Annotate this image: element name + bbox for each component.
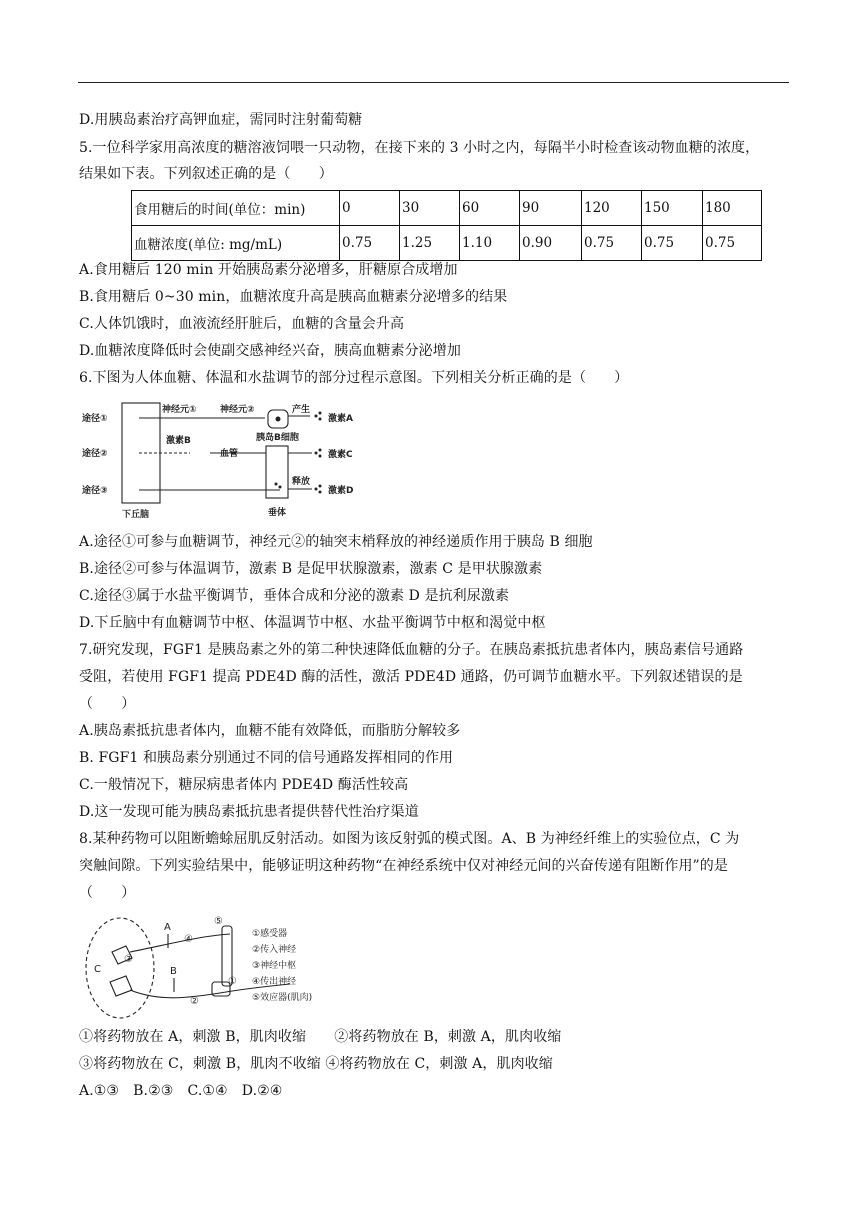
table-cell: 90 [520,191,582,226]
table-cell: 30 [400,191,460,226]
table-row [132,191,762,226]
path3-label: 途径③ [82,486,108,496]
part-2-label: ② [190,996,199,1007]
q8-stem-1: 8.某种药物可以阻断蟾蜍屈肌反射活动。如图为该反射弧的模式图。A、B 为神经纤维上的实验位点，C 为 [79,831,740,847]
q6-option-b: B.途径②可参与体温调节，激素 B 是促甲状腺激素，激素 C 是甲状腺激素 [79,561,543,577]
table-cell: 0 [340,191,400,226]
q5-stem-1: 5.一位科学家用高浓度的糖溶液饲喂一只动物，在接下来的 3 小时之内，每隔半小时检查该动物血糖的浓度， [79,140,760,156]
hormone-b-label: 激素B [166,436,191,446]
hormone-c-label: 激素C [328,450,353,460]
table-cell: 150 [642,191,703,226]
q4-option-d: D.用胰岛素治疗高钾血症，需同时注射葡萄糖 [79,112,363,128]
table-cell: 120 [582,191,642,226]
q8-stem-2: 突触间隙。下列实验结果中，能够证明这种药物“在神经系统中仅对神经元间的兴奋传递有阻断作用”的是 [79,858,729,874]
table-cell: 0.90 [520,226,582,261]
q8-stem-3: （ ） [79,885,136,901]
table-cell: 1.25 [400,226,460,261]
point-a-label: A [164,922,171,933]
q5-stem-2: 结果如下表。下列叙述正确的是（ ） [79,166,333,182]
table-cell: 180 [703,191,762,226]
table-cell: 血糖浓度(单位: mg/mL) [132,226,340,261]
header-rule [78,82,789,83]
islet-b-label: 胰岛B细胞 [256,433,299,443]
blood-sugar-table [131,190,762,261]
q7-option-d: D.这一发现可能为胰岛素抵抗患者提供替代性治疗渠道 [79,804,419,820]
vessel-label: 血管 [220,449,239,459]
q7-option-c: C.一般情况下，糖尿病患者体内 PDE4D 酶活性较高 [79,777,409,793]
release-label: 释放 [292,477,311,487]
table-cell: 食用糖后的时间(单位：min) [132,191,340,226]
q6-option-d: D.下丘脑中有血糖调节中枢、体温调节中枢、水盐平衡调节中枢和渴觉中枢 [79,615,546,631]
q6-option-a: A.途径①可参与血糖调节，神经元②的轴突末梢释放的神经递质作用于胰岛 B 细胞 [79,534,593,550]
q7-stem-1: 7.研究发现，FGF1 是胰岛素之外的第二种快速降低血糖的分子。在胰岛素抵抗患者体内，胰岛素信号通路 [79,642,744,658]
legend-item: ⑤效应器(肌肉) [252,993,313,1003]
point-c-label: C [94,964,101,975]
q7-stem-2: 受阻，若使用 FGF1 提高 PDE4D 酶的活性，激活 PDE4D 通路，仍可调节血糖水平。下列叙述错误的是 [79,669,743,685]
table-cell: 0.75 [703,226,762,261]
table-cell: 0.75 [642,226,703,261]
legend-item: ①感受器 [252,929,288,939]
legend-item: ④传出神经 [252,977,297,987]
q8-statements-2: ③将药物放在 C，刺激 B，肌肉不收缩 ④将药物放在 C，刺激 A，肌肉收缩 [79,1056,553,1072]
q7-stem-3: （ ） [79,696,136,712]
part-5-label: ⑤ [214,916,223,927]
point-b-label: B [170,966,177,977]
table-row [132,226,762,261]
table-cell: 1.10 [460,226,520,261]
path1-label: 途径① [82,414,108,424]
q6-stem: 6.下图为人体血糖、体温和水盐调节的部分过程示意图。下列相关分析正确的是（ ） [79,370,629,386]
q5-option-b: B.食用糖后 0~30 min，血糖浓度升高是胰高血糖素分泌增多的结果 [79,289,508,305]
table-cell: 0.75 [340,226,400,261]
q8-options: A.①③ B.②③ C.①④ D.②④ [79,1083,283,1099]
part-4-label: ④ [184,934,193,945]
q5-option-c: C.人体饥饿时，血液流经肝脏后，血糖的含量会升高 [79,316,405,332]
q7-option-a: A.胰岛素抵抗患者体内，血糖不能有效降低，而脂肪分解较多 [79,723,461,739]
neuron2-label: 神经元② [220,405,255,415]
part-3-label: ③ [124,954,133,965]
hypothalamus-label: 下丘脑 [122,510,150,520]
legend-item: ③神经中枢 [252,961,297,971]
q6-option-c: C.途径③属于水盐平衡调节，垂体合成和分泌的激素 D 是抗利尿激素 [79,588,510,604]
reflex-arc-diagram [80,912,340,1022]
q7-option-b: B. FGF1 和胰岛素分别通过不同的信号通路发挥相同的作用 [79,750,454,766]
path2-label: 途径② [82,449,108,459]
q5-option-a: A.食用糖后 120 min 开始胰岛素分泌增多，肝糖原合成增加 [79,262,458,278]
legend-item: ②传入神经 [252,945,297,955]
hormone-d-label: 激素D [328,486,354,496]
pituitary-label: 垂体 [268,508,287,518]
table-cell: 0.75 [582,226,642,261]
part-1-label: ① [228,976,237,987]
hormone-a-label: 激素A [328,414,353,424]
q8-statements-1: ①将药物放在 A，刺激 B，肌肉收缩 ②将药物放在 B，刺激 A，肌肉收缩 [79,1029,562,1045]
q5-option-d: D.血糖浓度降低时会使副交感神经兴奋，胰高血糖素分泌增加 [79,343,461,359]
table-cell: 60 [460,191,520,226]
regulation-diagram [80,398,380,523]
neuron1-label: 神经元① [162,405,197,415]
produce-label: 产生 [292,405,311,415]
